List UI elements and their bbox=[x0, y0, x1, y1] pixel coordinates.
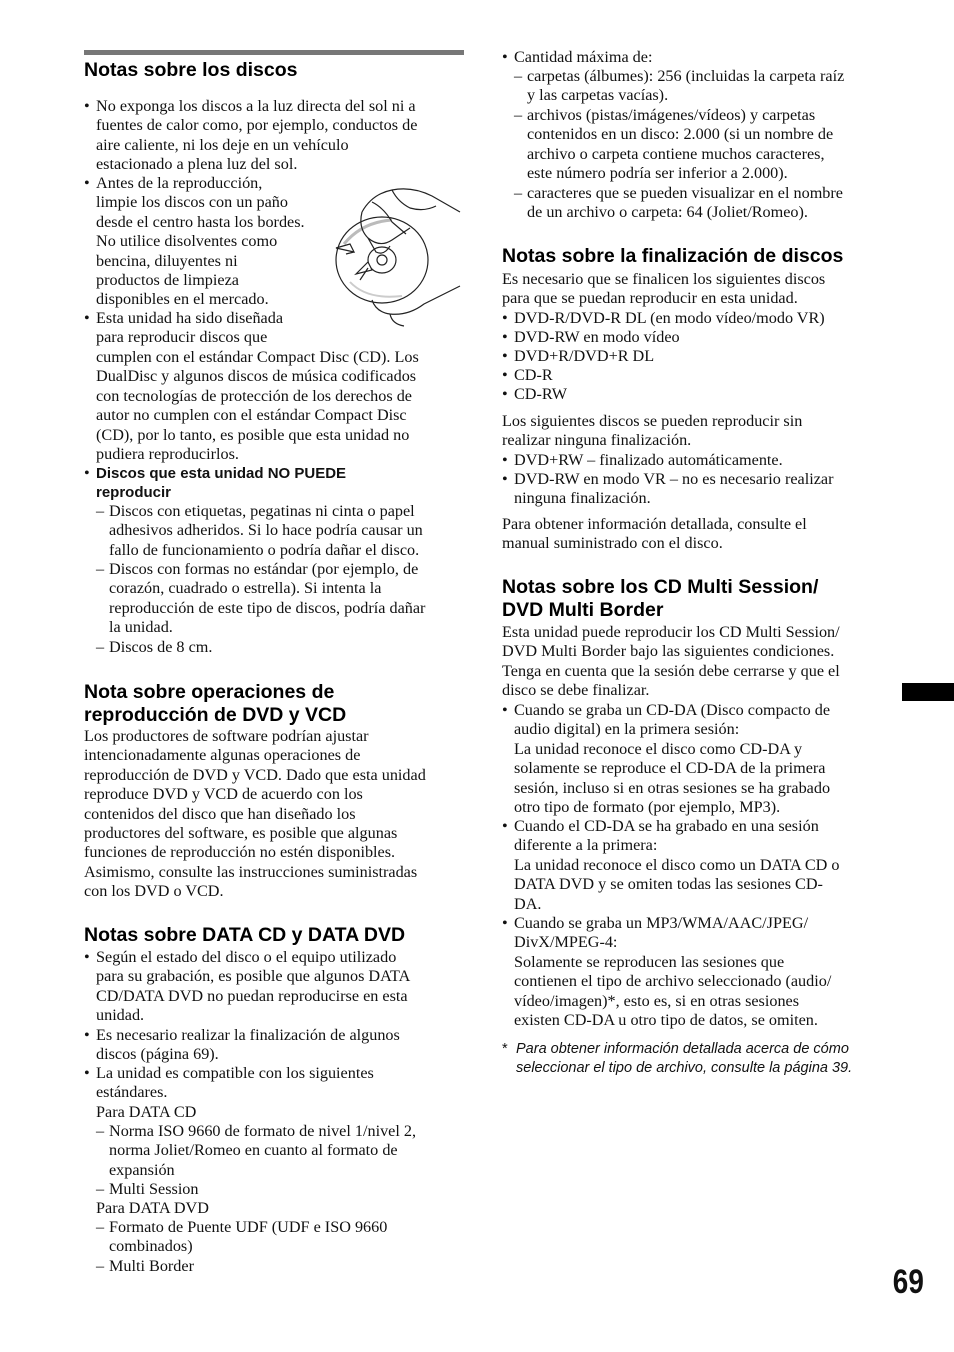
paragraph: carpetas (álbumes): 256 (incluidas la carpeta raíz y las carpetas vacías). bbox=[527, 67, 845, 105]
heading-notas-discos: Notas sobre los discos bbox=[84, 59, 298, 81]
heading-finalizacion: Notas sobre la finalización de discos bbox=[502, 245, 844, 267]
list-item: DVD+RW – finalizado automáticamente. bbox=[514, 451, 783, 469]
paragraph: Discos de 8 cm. bbox=[109, 638, 213, 656]
page-number: 69 bbox=[892, 1263, 924, 1301]
dash: – bbox=[514, 106, 523, 124]
paragraph: Es necesario realizar la finalización de algunos discos (página 69). bbox=[96, 1026, 400, 1064]
paragraph: Para obtener información detallada, consulte el manual suministrado con el disco. bbox=[502, 515, 807, 553]
paragraph: Los productores de software podrían ajustar intencionadamente algunas operaciones de reproducción de DVD y VCD. Dado que esta unidad reproduce DVD y VCD de acuerdo con los contenidos del disco que han diseñado los productores del software, es posible que algunas funciones de reproducción no estén disponibles. Asimismo, consulte las instrucciones suministradas con los DVD o VCD. bbox=[84, 727, 426, 901]
bullet: • bbox=[84, 464, 90, 482]
dash: – bbox=[96, 638, 105, 656]
paragraph: Formato de Puente UDF (UDF e ISO 9660 combinados) bbox=[109, 1218, 388, 1256]
bullet: • bbox=[84, 97, 90, 115]
paragraph: No exponga los discos a la luz directa del sol ni a fuentes de calor como, por ejemplo, conductos de aire caliente, ni los deje en un vehículo estacionado a plena luz del sol. bbox=[96, 97, 418, 174]
paragraph: Discos con etiquetas, pegatinas ni cinta o papel adhesivos adheridos. Si lo hace podría causar un fallo de funcionamiento o podría dañar el disco. bbox=[109, 502, 423, 559]
paragraph: Según el estado del disco o el equipo utilizado para su grabación, es posible que algunos DATA CD/DATA DVD no puedan reproducirse en esta unidad. bbox=[96, 948, 411, 1025]
paragraph: Cantidad máxima de: bbox=[514, 48, 653, 66]
paragraph: Antes de la reproducción, limpie los discos con un paño desde el centro hasta los bordes. No utilice disolventes como bencina, diluyentes ni productos de limpieza disponibles en el mercado. bbox=[96, 174, 305, 309]
paragraph: Multi Border bbox=[109, 1257, 194, 1275]
bullet: • bbox=[502, 701, 508, 719]
bullet: • bbox=[84, 948, 90, 966]
list-item: DVD-RW en modo vídeo bbox=[514, 328, 680, 346]
dash: – bbox=[96, 1122, 105, 1140]
bullet: • bbox=[502, 817, 508, 835]
bullet: • bbox=[502, 328, 508, 346]
paragraph: Cuando se graba un CD-DA (Disco compacto de audio digital) en la primera sesión: La unidad reconoce el disco como CD-DA y solamente se reproduce el CD-DA de la primera sesión, incluso si en otras sesiones se ha grabado otro tipo de formato (por ejemplo, MP3). bbox=[514, 701, 831, 817]
bullet: • bbox=[502, 48, 508, 66]
bullet: • bbox=[502, 914, 508, 932]
dash: – bbox=[514, 67, 523, 85]
bullet: • bbox=[502, 347, 508, 365]
heading-multi-session: Notas sobre los CD Multi Session/ DVD Multi Border bbox=[502, 576, 819, 621]
list-item: DVD-RW en modo VR – no es necesario realizar ninguna finalización. bbox=[514, 470, 834, 508]
list-item: CD-RW bbox=[514, 385, 568, 403]
bullet: • bbox=[502, 366, 508, 384]
paragraph: Cuando se graba un MP3/WMA/AAC/JPEG/ DivX/MPEG-4: Solamente se reproducen las sesiones que contienen el tipo de archivo seleccionado (audio/ vídeo/imagen)*, esto es, si en otras sesiones existen CD-DA u otro tipo de datos, se omiten. bbox=[514, 914, 832, 1030]
dash: – bbox=[96, 1257, 105, 1275]
heading-operaciones-dvd-vcd: Nota sobre operaciones de reproducción de DVD y VCD bbox=[84, 681, 347, 726]
paragraph: archivos (pistas/imágenes/vídeos) y carpetas contenidos en un disco: 2.000 (si un nombre de archivo o carpeta contiene muchos caracteres, este número podría ser inferior a 2.000). bbox=[527, 106, 834, 183]
dash: – bbox=[96, 502, 105, 520]
list-item: CD-R bbox=[514, 366, 553, 384]
bullet: • bbox=[84, 1026, 90, 1044]
paragraph: Es necesario que se finalicen los siguientes discos para que se puedan reproducir en esta unidad. bbox=[502, 270, 826, 308]
paragraph: caracteres que se pueden visualizar en el nombre de un archivo o carpeta: 64 (Joliet/Romeo). bbox=[527, 184, 843, 222]
paragraph: Esta unidad puede reproducir los CD Multi Session/ DVD Multi Border bajo las siguientes condiciones. Tenga en cuenta que la sesión debe cerrarse y que el disco se debe finalizar. bbox=[502, 623, 840, 700]
footnote: Para obtener información detallada acerca de cómo seleccionar el tipo de archivo, consulte la página 39. bbox=[516, 1041, 853, 1076]
bullet: • bbox=[502, 309, 508, 327]
list-item: DVD-R/DVD-R DL (en modo vídeo/modo VR) bbox=[514, 309, 825, 327]
paragraph: Para DATA DVD bbox=[96, 1199, 209, 1217]
paragraph: Esta unidad ha sido diseñada para reproducir discos que bbox=[96, 309, 284, 347]
bullet: • bbox=[84, 1064, 90, 1082]
dash: – bbox=[514, 184, 523, 202]
section-top-rule bbox=[84, 50, 464, 55]
paragraph: Discos con formas no estándar (por ejemplo, de corazón, cuadrado o estrella). Si intenta la reproducción de este tipo de discos, podría dañar la unidad. bbox=[109, 560, 426, 637]
disc-cleaning-illustration bbox=[332, 182, 462, 327]
bullet: • bbox=[502, 385, 508, 403]
bullet: • bbox=[84, 174, 90, 192]
paragraph: Los siguientes discos se pueden reproducir sin realizar ninguna finalización. bbox=[502, 412, 803, 450]
bullet: • bbox=[502, 470, 508, 488]
paragraph: Norma ISO 9660 de formato de nivel 1/nivel 2, norma Joliet/Romeo en cuanto al formato de expansión bbox=[109, 1122, 417, 1179]
heading-data-cd-dvd: Notas sobre DATA CD y DATA DVD bbox=[84, 924, 406, 946]
dash: – bbox=[96, 1180, 105, 1198]
section-tab-marker bbox=[902, 683, 954, 701]
bold-subheading: Discos que esta unidad NO PUEDE reproducir bbox=[96, 465, 347, 502]
dash: – bbox=[96, 560, 105, 578]
footnote-mark: * bbox=[502, 1041, 508, 1057]
dash: – bbox=[96, 1218, 105, 1236]
bullet: • bbox=[84, 309, 90, 327]
paragraph: Multi Session bbox=[109, 1180, 199, 1198]
paragraph: cumplen con el estándar Compact Disc (CD). Los DualDisc y algunos discos de música codificados con tecnologías de protección de los derechos de autor no cumplen con el estándar Compact Disc (CD), por lo tanto, es posible que esta unidad no pudiera reproducirlos. bbox=[96, 348, 419, 464]
paragraph: Cuando el CD-DA se ha grabado en una sesión diferente a la primera: La unidad reconoce el disco como un DATA CD o DATA DVD y se omiten todas las sesiones CD- DA. bbox=[514, 817, 840, 913]
list-item: DVD+R/DVD+R DL bbox=[514, 347, 655, 365]
bullet: • bbox=[502, 451, 508, 469]
paragraph: La unidad es compatible con los siguientes estándares. Para DATA CD bbox=[96, 1064, 374, 1121]
